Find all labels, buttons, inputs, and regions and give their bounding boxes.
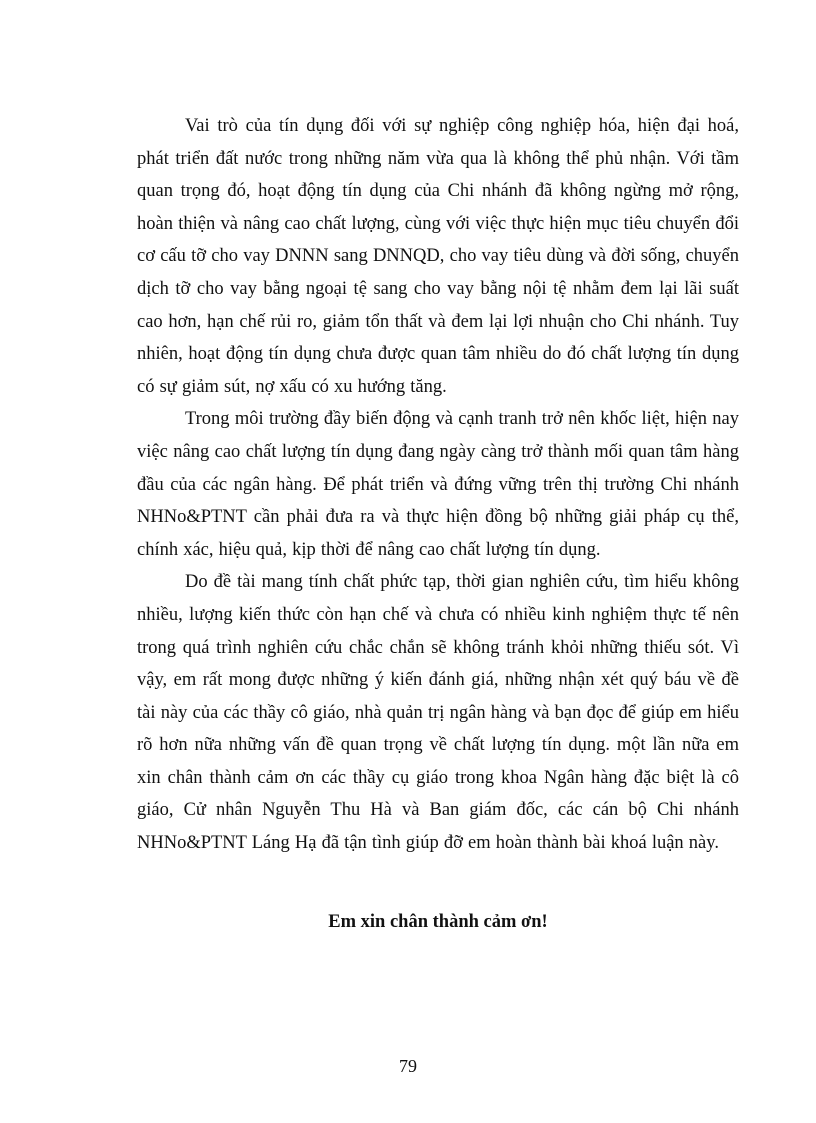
body-text <box>137 110 739 860</box>
paragraph-competitive-environment: Trong môi trường đầy biến động và cạnh tranh trở nên khốc liệt, hiện nay việc nâng cao chất lượng tín dụng đang ngày càng trở thành mối quan tâm hàng đầu của các ngân hàng. Để phát triển và đứng vững trên thị trường Chi nhánh NHNo&PTNT cần phải đưa ra và thực hiện đồng bộ những giải pháp cụ thể, chính xác, hiệu quả, kịp thời để nâng cao chất lượng tín dụng. <box>137 409 739 560</box>
paragraph-acknowledgements: Do đề tài mang tính chất phức tạp, thời gian nghiên cứu, tìm hiểu không nhiều, lượng kiến thức còn hạn chế và chưa có nhiều kinh nghiệm thực tế nên trong quá trình nghiên cứu chắc chắn sẽ không tránh khỏi những thiếu sót. Vì vậy, em rất mong được những ý kiến đánh giá, những nhận xét quý báu về đề tài này của các thầy cô giáo, nhà quản trị ngân hàng và bạn đọc để giúp em hiểu rõ hơn nữa những vấn đề quan trọng về chất lượng tín dụng. một lần nữa em xin chân thành cảm ơn các thầy cụ giáo trong khoa Ngân hàng đặc biệt là cô giáo, Cử nhân Nguyễn Thu Hà và Ban giám đốc, các cán bộ Chi nhánh NHNo&PTNT Láng Hạ đã tận tình giúp đỡ em hoàn thành bài khoá luận này. <box>137 572 739 854</box>
paragraph-role-of-credit: Vai trò của tín dụng đối với sự nghiệp công nghiệp hóa, hiện đại hoá, phát triển đất nước trong những năm vừa qua là không thể phủ nhận. Với tầm quan trọng đó, hoạt động tín dụng của Chi nhánh đã không ngừng mở rộng, hoàn thiện và nâng cao chất lượng, cùng với việc thực hiện mục tiêu chuyển đổi cơ cấu tỡ cho vay DNNN sang DNNQD, cho vay tiêu dùng và đời sống, chuyển dịch tỡ cho vay bằng ngoại tệ sang cho vay bằng nội tệ nhằm đem lại lãi suất cao hơn, hạn chế rủi ro, giảm tổn thất và đem lại lợi nhuận cho Chi nhánh. Tuy nhiên, hoạt động tín dụng chưa được quan tâm nhiều do đó chất lượng tín dụng có sự giảm sút, nợ xấu có xu hướng tăng. <box>137 116 739 397</box>
page-number: 79 <box>399 1056 417 1076</box>
closing-thanks: Em xin chân thành cảm ơn! <box>328 912 548 932</box>
